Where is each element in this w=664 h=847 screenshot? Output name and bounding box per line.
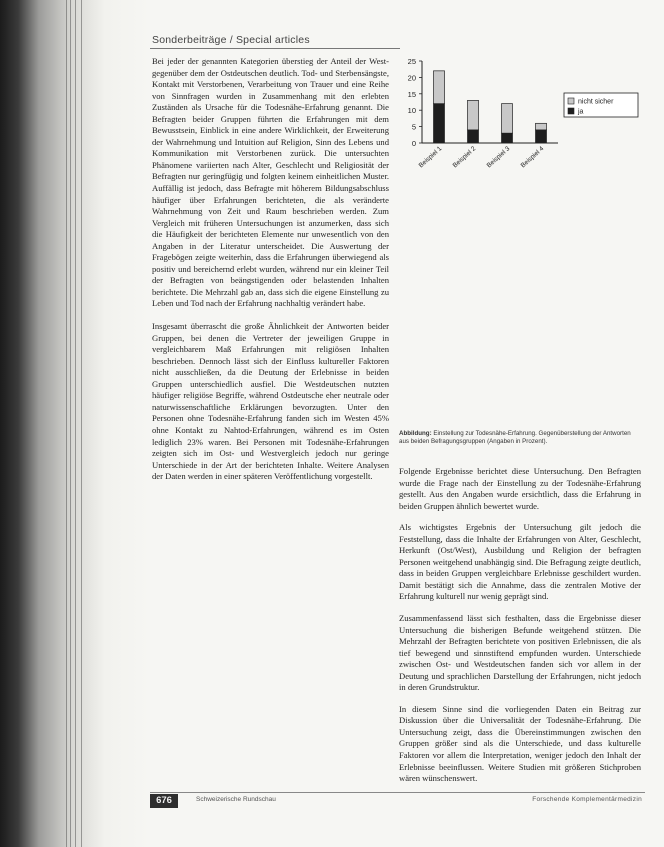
y-tick-label: 10 — [407, 106, 416, 116]
legend-label: ja — [578, 108, 584, 116]
running-header: Sonderbeiträge / Special articles — [152, 34, 310, 46]
legend-swatch — [568, 98, 574, 104]
y-tick-label: 5 — [411, 122, 416, 132]
bar-chart — [396, 55, 642, 233]
figure-caption-label: Abbildung: — [399, 430, 432, 437]
body-paragraph: Bei jeder der genannten Kategorien überstieg der Anteil der West- gegenüber dem der Ostdeutschen deutlich. Tod- und Sterbensängste, Kontakt mit Verstorbenen, Verarbeitung von Trauer und eine Reihe von Sinnfragen wurden in Zusammenhang mit den erlebten Zuständen als Ursache für die Todesnähe-Erfahrung genannt. Die Befragten beider Gruppen führten die Erfahrungen mit dem Bewusstsein, Einblick in eine andere Wirklichkeit, der Erweiterung der Wahrnehmung und Intuition auf Religion, Sinn des Lebens und Kommunikation mit Verstorbenen zurück. Die untersuchten Phänomene variierten nach Alter, Geschlecht und Religiosität der Befragten nur geringfügig und folgten keinem einheitlichen Muster. Auffällig ist jedoch, dass Befragte mit höherem Bildungsabschluss häufiger über Erfahrungen berichteten, die als veränderte Wahrnehmung von Zeit und Raum beschrieben werden. Zum Vergleich mit früheren Untersuchungen ist anzumerken, dass sich die Häufigkeit der berichteten Elemente nur unwesentlich von den Angaben in der Literatur unterscheidet. Die Auswertung der Fragebögen zeigte weiterhin, dass die Erfahrungen überwiegend als positiv und bereichernd erlebt wurden, während nur ein kleiner Teil der Befragten von beängstigenden oder belastenden Inhalten berichtete. Die Mehrzahl gab an, dass sich die eigene Einstellung zu Leben und Tod nach der Erfahrung nachhaltig verändert habe. — [152, 56, 389, 309]
bar-segment-ja — [502, 133, 513, 143]
right-text-column — [399, 466, 641, 795]
x-tick-label: Beispiel 4 — [519, 145, 546, 170]
left-text-column — [152, 56, 389, 494]
page-edge-line — [66, 0, 67, 847]
footer-journal-right: Forschende Komplementärmedizin — [532, 796, 642, 803]
body-paragraph: Folgende Ergebnisse berichtet diese Untersuchung. Den Befragten wurde die Frage nach der Einstellung zu der Todesnähe-Erfahrung gestellt. Aus den Angaben wurde ersichtlich, dass die Erfahrung in beiden Gruppen ähnlich bewertet wurde. — [399, 466, 641, 511]
page-edge-line — [81, 0, 82, 847]
bar-segment-nicht-sicher — [468, 100, 479, 130]
body-paragraph: Zusammenfassend lässt sich festhalten, dass die Ergebnisse dieser Untersuchung die bisherigen Befunde weitgehend stützen. Die Mehrzahl der Befragten berichtete von positiven Erlebnissen, die als tief bewegend und sinnstiftend empfunden wurden. Unterschiede zwischen Ost- und Westdeutschen fanden sich vor allem in der Deutung und sprachlichen Darstellung der Erfahrungen, nicht jedoch in deren Grundstruktur. — [399, 613, 641, 693]
bar-segment-nicht-sicher — [536, 123, 547, 130]
bar-segment-ja — [536, 130, 547, 143]
figure-caption-text: Einstellung zur Todesnähe-Erfahrung. Gegenüberstellung der Antworten aus beiden Befragungsgruppen (Angaben in Prozent). — [399, 430, 631, 445]
y-tick-label: 25 — [407, 57, 416, 66]
x-tick-label: Beispiel 2 — [451, 145, 478, 170]
footer-journal-left: Schweizerische Rundschau — [196, 796, 276, 803]
legend-swatch — [568, 108, 574, 114]
chart-bars — [434, 71, 547, 143]
page-edge-line — [75, 0, 76, 847]
legend-label: nicht sicher — [578, 98, 614, 106]
header-rule — [150, 48, 400, 49]
chart-legend — [564, 93, 638, 117]
x-tick-label: Beispiel 3 — [485, 145, 512, 170]
y-tick-label: 0 — [411, 139, 416, 148]
page-number: 676 — [150, 794, 178, 808]
body-paragraph: Insgesamt überrascht die große Ähnlichkeit der Antworten beider Gruppen, bei denen die Vertreter der jeweiligen Gruppe in vergleichbarem Maß Erfahrungen mit religiösen Inhalten beschrieben. Dennoch lässt sich der Einfluss kultureller Faktoren nicht ausschließen, da die Deutung der Erlebnisse in beiden Gruppen unterschiedlich ausfiel. Die Westdeutschen nutzten häufiger religiöse Begriffe, während Ostdeutsche eher neutrale oder naturwissenschaftliche Erklärungen bevorzugten. Unter den Personen ohne Todesnähe-Erfahrung fanden sich im Westen 45% ohne Kontakt zu Nahtod-Erfahrungen, während es im Osten lediglich 23% waren. Bei Personen mit Todesnähe-Erfahrungen zeigten sich im Ost- und Westvergleich jedoch nur geringe Unterschiede in der Art der berichteten Inhalte. Weitere Analysen der Daten werden in einer späteren Veröffentlichung vorgestellt. — [152, 321, 389, 482]
y-tick-label: 20 — [407, 73, 416, 83]
body-paragraph: In diesem Sinne sind die vorliegenden Daten ein Beitrag zur Diskussion über die Universalität der Todesnähe-Erfahrung. Die Untersuchung zeigt, dass die Übereinstimmungen zwischen den Gruppen größer sind als die Unterschiede, und dass kulturelle Faktoren vor allem die Interpretation, weniger jedoch den Inhalt der Erlebnisse beeinflussen. Weitere Studien mit größeren Stichproben wären wünschenswert. — [399, 703, 641, 784]
footer-rule — [150, 792, 645, 793]
body-paragraph: Als wichtigstes Ergebnis der Untersuchung gilt jedoch die Feststellung, dass die Inhalte der Erfahrungen von Alter, Geschlecht, Herkunft (Ost/West), Ausbildung und Religion der befragten Personen weitgehend unabhängig sind. Die Befragung zeigte deutlich, dass in beiden Gruppen vergleichbare Erlebnisse geschildert wurden. Damit bestätigt sich die Annahme, dass die zentralen Motive der Erfahrung kulturell nur wenig geprägt sind. — [399, 522, 641, 602]
bar-segment-nicht-sicher — [502, 104, 513, 134]
bar-segment-nicht-sicher — [434, 71, 445, 104]
figure-caption — [399, 430, 642, 446]
bar-segment-ja — [468, 130, 479, 143]
page-edge-line — [70, 0, 71, 847]
bar-segment-ja — [434, 104, 445, 143]
x-tick-label: Beispiel 1 — [417, 145, 444, 170]
y-tick-label: 15 — [407, 89, 416, 99]
chart-x-labels — [418, 145, 546, 169]
